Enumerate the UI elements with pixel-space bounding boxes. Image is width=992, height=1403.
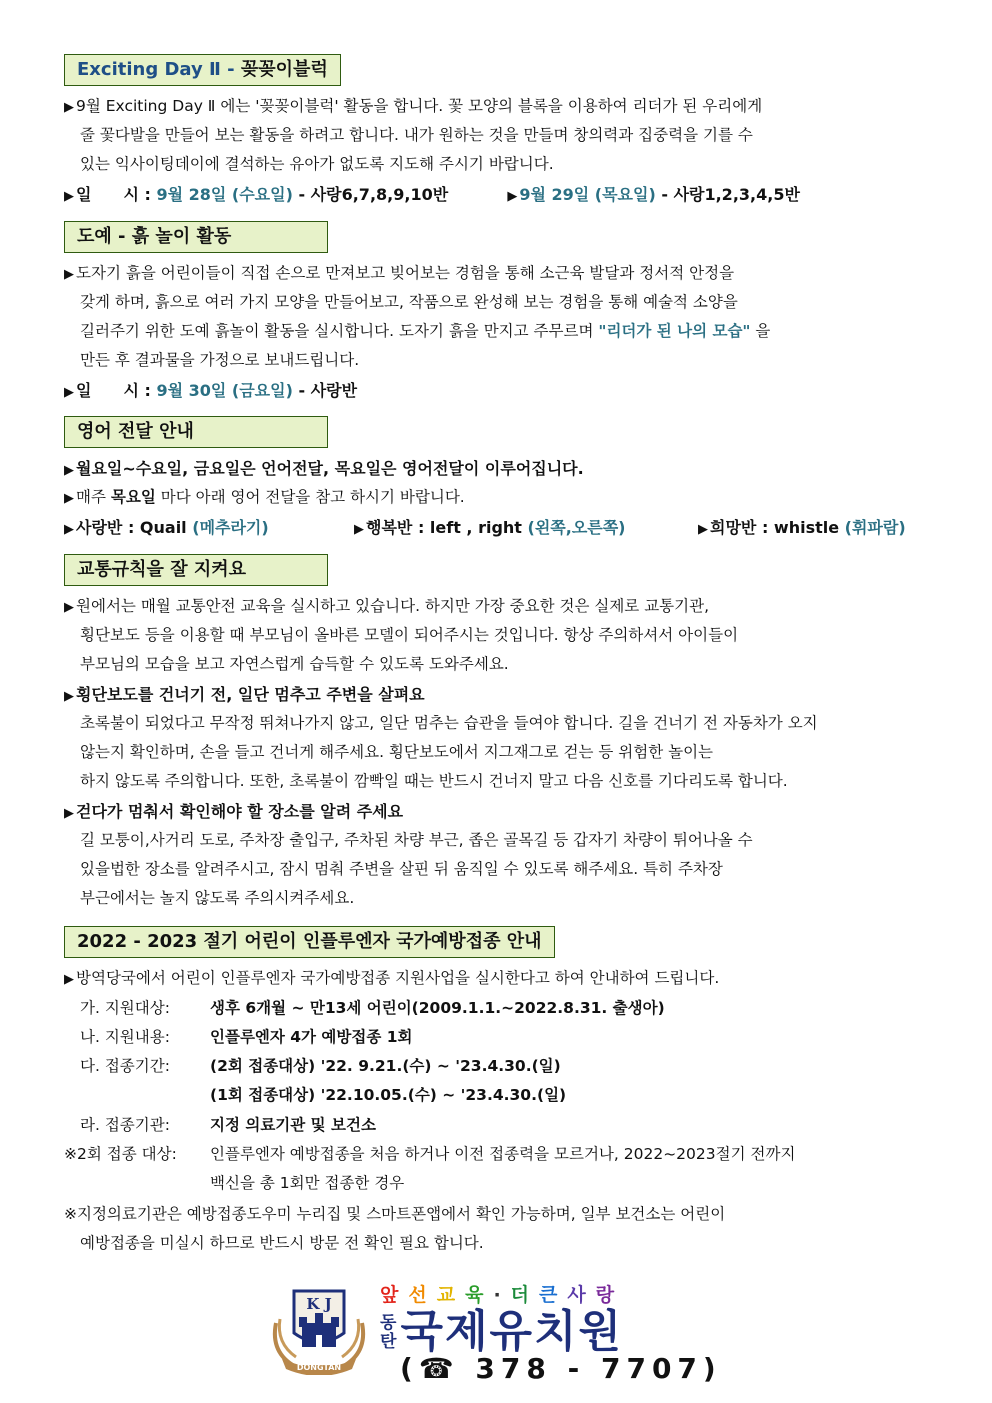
slogan-char: 더 xyxy=(510,1284,540,1306)
logo-letters: K J xyxy=(306,1295,332,1313)
info-row-institution: 라. 접종기관: 지정 의료기관 및 보건소 xyxy=(80,1116,376,1134)
paragraph-line: 부근에서는 놀지 않도록 주의시켜주세요. xyxy=(80,889,355,907)
bullet-triangle-icon: ▶ xyxy=(64,189,74,204)
slogan-char: 선 xyxy=(408,1284,437,1306)
paragraph-line: 부모님의 모습을 보고 자연스럽게 습득할 수 있도록 도와주세요. xyxy=(80,655,509,673)
bullet-triangle-icon: ▶ xyxy=(507,189,518,204)
highlight-quote: "리더가 된 나의 모습" xyxy=(598,322,751,340)
bullet-triangle-icon: ▶ xyxy=(64,100,74,115)
note-line: ※지정의료기관은 예방접종도우미 누리집 및 스마트폰앱에서 확인 가능하며, 일부 보건소는 어린이 xyxy=(64,1205,726,1223)
english-word-huimang: ▶ 희망반 : whistle (휘파람) xyxy=(698,518,906,537)
paragraph-line: ▶ 방역당국에서 어린이 인플루엔자 국가예방접종 지원사업을 실시한다고 하여 안내하여 드립니다. xyxy=(64,969,720,987)
section-title-english: 영어 전달 안내 xyxy=(64,416,328,448)
paragraph-line: 하지 않도록 주의합니다. 또한, 초록불이 깜빡일 때는 반드시 건너지 말고 다음 신호를 기다리도록 합니다. xyxy=(80,772,788,790)
paragraph-line: 만든 후 결과물을 가정으로 보내드립니다. xyxy=(80,351,360,369)
paragraph-line: 초록불이 되었다고 무작정 뛰쳐나가지 않고, 일단 멈추는 습관을 들여야 합니다. 길을 건너기 전 자동차가 오지 xyxy=(80,714,818,732)
bullet-triangle-icon: ▶ xyxy=(64,689,74,704)
paragraph-line: ▶ 매주 목요일 마다 아래 영어 전달을 참고 하시기 바랍니다. xyxy=(64,488,465,506)
info-row-period: 다. 접종기간: (2회 접종대상) '22. 9.21.(수) ~ '23.4.30.(일) xyxy=(80,1057,561,1075)
subheading: ▶ 걷다가 멈춰서 확인해야 할 장소를 알려 주세요 xyxy=(64,802,404,821)
bullet-triangle-icon: ▶ xyxy=(64,972,74,987)
logo-banner: DONGTAN xyxy=(296,1363,342,1372)
section-title-exciting-day xyxy=(64,54,341,86)
subheading: ▶ 횡단보도를 건너기 전, 일단 멈추고 주변을 살펴요 xyxy=(64,685,425,704)
bullet-triangle-icon: ▶ xyxy=(64,600,74,615)
section-title-pottery: 도예 - 흙 놀이 활동 xyxy=(64,221,328,253)
note-line: ※2회 접종 대상:인플루엔자 예방접종을 처음 하거나 이전 접종력을 모르거나, 2022~2023절기 전까지 xyxy=(64,1145,796,1163)
bullet-triangle-icon: ▶ xyxy=(64,522,74,537)
slogan-char: · xyxy=(493,1284,511,1306)
bullet-triangle-icon: ▶ xyxy=(64,385,74,400)
bullet-triangle-icon: ▶ xyxy=(698,522,708,537)
note-line: 예방접종을 미실시 하므로 반드시 방문 전 확인 필요 합니다. xyxy=(80,1234,484,1252)
section-title-traffic: 교통규칙을 잘 지켜요 xyxy=(64,554,328,586)
slogan-char: 교 xyxy=(436,1284,466,1306)
slogan-char: 랑 xyxy=(595,1284,625,1306)
phone-number: (☎ 378 - 7707) xyxy=(400,1352,722,1385)
paragraph-line: 갖게 하며, 흙으로 여러 가지 모양을 만들어보고, 작품으로 완성해 보는 경험을 통해 예술적 소양을 xyxy=(80,293,738,311)
bullet-triangle-icon: ▶ xyxy=(354,522,364,537)
bullet-triangle-icon: ▶ xyxy=(64,491,74,506)
paragraph-line: 길 모퉁이,사거리 도로, 주차장 출입구, 주차된 차량 부근, 좁은 골목길 등 갑자기 차량이 튀어나올 수 xyxy=(80,831,753,849)
section-title-ko: 꽂꽂이블럭 xyxy=(240,59,328,80)
section-title-influenza: 2022 - 2023 절기 어린이 인플루엔자 국가예방접종 안내 xyxy=(64,926,555,958)
slogan-char: 앞 xyxy=(380,1284,409,1306)
schedule-line: ▶ 일 시 : 9월 30일 (금요일) - 사랑반 xyxy=(64,381,358,400)
info-row-period-2: (1회 접종대상) '22.10.05.(수) ~ '23.4.30.(일) xyxy=(210,1086,567,1104)
paragraph-line: 줄 꽃다발을 만들어 보는 활동을 하려고 합니다. 내가 원하는 것을 만들며 창의력과 집중력을 기를 수 xyxy=(80,126,753,144)
bullet-triangle-icon: ▶ xyxy=(64,463,74,478)
slogan-char: 육 xyxy=(465,1284,494,1306)
slogan-char: 큰 xyxy=(539,1284,568,1306)
bullet-triangle-icon: ▶ xyxy=(64,806,74,821)
paragraph-line: ▶ 도자기 흙을 어린이들이 직접 손으로 만져보고 빚어보는 경험을 통해 소근육 발달과 정서적 안정을 xyxy=(64,264,735,282)
info-row-target: 가. 지원대상: 생후 6개월 ~ 만13세 어린이(2009.1.1.~2022.8.31. 출생아) xyxy=(80,999,665,1017)
kindergarten-name xyxy=(380,1302,623,1358)
section-title-en: Exciting Day Ⅱ - xyxy=(77,59,241,80)
paragraph-line: 길러주기 위한 도예 흙놀이 활동을 실시합니다. 도자기 흙을 만지고 주무르며 "리더가 된 나의 모습" 을 xyxy=(80,322,771,340)
paragraph-line: 있는 익사이팅데이에 결석하는 유아가 없도록 지도해 주시기 바랍니다. xyxy=(80,155,554,173)
name-prefix: 동 탄 xyxy=(380,1313,397,1352)
note-line: 백신을 총 1회만 접종한 경우 xyxy=(210,1174,405,1192)
english-word-haengbok: ▶ 행복반 : left , right (왼쪽,오른쪽) xyxy=(354,518,626,537)
paragraph-line: 있을법한 장소를 알려주시고, 잠시 멈춰 주변을 살핀 뒤 움직일 수 있도록 해주세요. 특히 주차장 xyxy=(80,860,723,878)
paragraph-line: ▶ 월요일~수요일, 금요일은 언어전달, 목요일은 영어전달이 이루어집니다. xyxy=(64,459,584,478)
name-main: 국제유치원 xyxy=(400,1306,623,1357)
slogan-char: 사 xyxy=(567,1284,596,1306)
paragraph-line: ▶ 원에서는 매월 교통안전 교육을 실시하고 있습니다. 하지만 가장 중요한 것은 실제로 교통기관, xyxy=(64,597,710,615)
info-row-content: 나. 지원내용: 인플루엔자 4가 예방접종 1회 xyxy=(80,1028,413,1046)
english-word-sarang: ▶ 사랑반 : Quail (메추라기) xyxy=(64,518,269,537)
bullet-triangle-icon: ▶ xyxy=(64,267,74,282)
paragraph-line: 횡단보도 등을 이용할 때 부모님이 올바른 모델이 되어주시는 것입니다. 항상 주의하셔서 아이들이 xyxy=(80,626,739,644)
paragraph-line: 않는지 확인하며, 손을 들고 건너게 해주세요. 횡단보도에서 지그재그로 걷는 등 위험한 놀이는 xyxy=(80,743,714,761)
schedule-line: ▶ 일 시 : 9월 28일 (수요일) - 사랑6,7,8,9,10반 ▶ 9월 29일 (목요일) - 사랑1,2,3,4,5반 xyxy=(64,185,800,204)
english-words-row xyxy=(64,513,932,544)
kindergarten-logo xyxy=(266,1283,372,1375)
paragraph-line: ▶ 9월 Exciting Day Ⅱ 에는 '꽂꽂이블럭' 활동을 합니다. 꽃 모양의 블록을 이용하여 리더가 된 우리에게 xyxy=(64,97,763,115)
